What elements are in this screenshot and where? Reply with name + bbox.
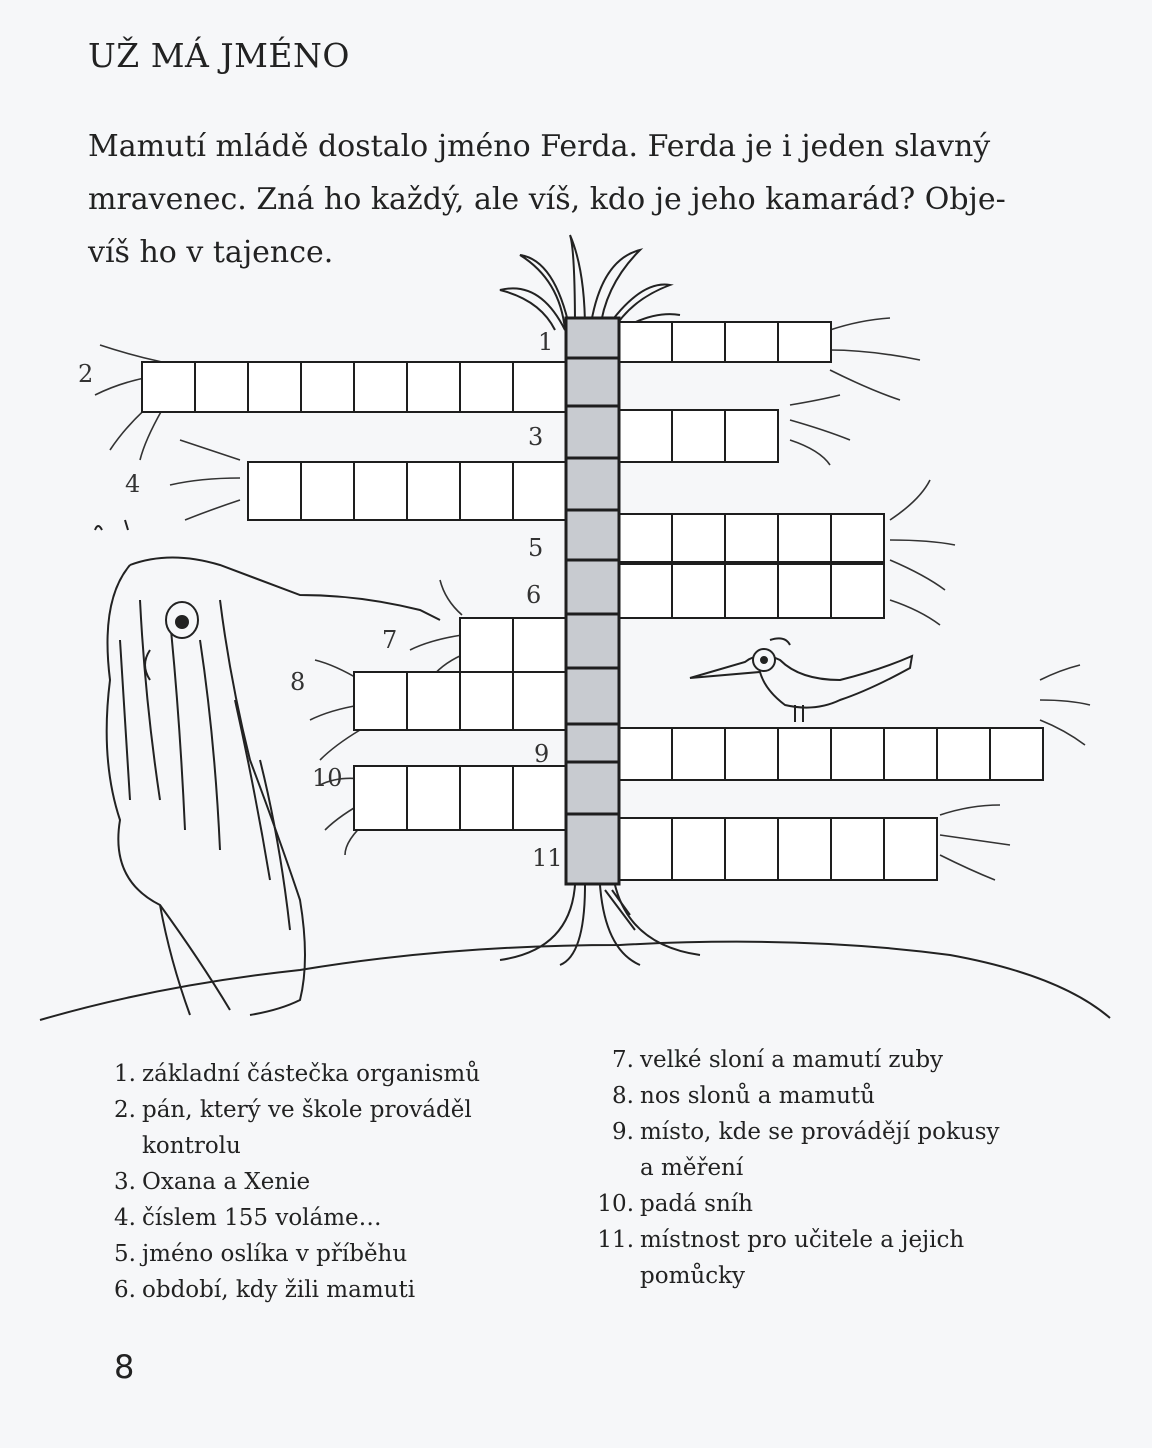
crossword-cell[interactable] <box>778 728 831 780</box>
row-number: 7 <box>382 626 398 654</box>
clue-number: 4. <box>114 1205 136 1231</box>
intro-line: víš ho v tajence. <box>88 235 334 270</box>
crossword-cell[interactable] <box>831 514 884 562</box>
clue-number: 11. <box>597 1227 634 1253</box>
clue-item <box>596 1186 1016 1222</box>
clue-number: 10. <box>597 1191 634 1217</box>
row-number: 4 <box>125 470 141 498</box>
clue-number: 7. <box>612 1047 634 1073</box>
crossword-cell[interactable] <box>725 564 778 618</box>
clue-item <box>98 1056 518 1092</box>
crossword-cell[interactable] <box>301 462 354 520</box>
clue-item <box>98 1092 518 1164</box>
page-title: UŽ MÁ JMÉNO <box>88 36 350 75</box>
crossword-cell[interactable] <box>778 514 831 562</box>
clue-text: číslem 155 voláme… <box>142 1205 382 1231</box>
clue-text: místnost pro učitele a jejich pomůcky <box>640 1227 965 1289</box>
ground-illustration <box>40 942 1110 1020</box>
crossword-cell[interactable] <box>460 766 513 830</box>
clue-item <box>596 1222 1016 1294</box>
crossword-cell[interactable] <box>513 462 566 520</box>
row-number: 9 <box>534 740 550 768</box>
clue-text: Oxana a Xenie <box>142 1169 311 1195</box>
crossword-cell[interactable] <box>725 818 778 880</box>
crossword-cell[interactable] <box>831 728 884 780</box>
crossword-cell[interactable] <box>778 564 831 618</box>
clue-item <box>98 1236 518 1272</box>
crossword-cell[interactable] <box>460 618 513 674</box>
crossword-cell[interactable] <box>619 818 672 880</box>
clue-text: padá sníh <box>640 1191 753 1217</box>
clue-item <box>98 1272 518 1308</box>
clue-number: 9. <box>612 1119 634 1145</box>
crossword-cell[interactable] <box>460 362 513 412</box>
crossword-cell[interactable] <box>672 564 725 618</box>
crossword-cell[interactable] <box>513 672 566 730</box>
clue-item <box>596 1114 1016 1186</box>
clue-text: velké sloní a mamutí zuby <box>640 1047 944 1073</box>
bird-illustration <box>690 638 912 722</box>
crossword-cell[interactable] <box>937 728 990 780</box>
clue-item <box>596 1042 1016 1078</box>
clue-number: 8. <box>612 1083 634 1109</box>
crossword-cell[interactable] <box>619 514 672 562</box>
crossword-cell[interactable] <box>513 618 566 674</box>
row-number: 11 <box>532 844 563 872</box>
crossword-cell[interactable] <box>619 728 672 780</box>
crossword-cell[interactable] <box>354 766 407 830</box>
intro-line: mravenec. Zná ho každý, ale víš, kdo je jeho kamarád? Obje- <box>88 182 1006 217</box>
secret-cell[interactable] <box>566 510 619 566</box>
crossword-cell[interactable] <box>248 362 301 412</box>
crossword-cell[interactable] <box>513 362 566 412</box>
clue-text: základní částečka organismů <box>142 1061 481 1087</box>
crossword-cell[interactable] <box>142 362 195 412</box>
crossword-cell[interactable] <box>725 514 778 562</box>
crossword-cell[interactable] <box>725 410 778 462</box>
crossword-cell[interactable] <box>778 818 831 880</box>
clue-number: 3. <box>114 1169 136 1195</box>
clue-item <box>98 1164 518 1200</box>
crossword-cell[interactable] <box>831 818 884 880</box>
crossword-cell[interactable] <box>725 322 778 362</box>
crossword-cell[interactable] <box>407 766 460 830</box>
crossword-cell[interactable] <box>248 462 301 520</box>
clue-item <box>98 1200 518 1236</box>
crossword-cell[interactable] <box>354 462 407 520</box>
clue-text: období, kdy žili mamuti <box>142 1277 416 1303</box>
crossword-cell[interactable] <box>407 672 460 730</box>
crossword-cell[interactable] <box>460 672 513 730</box>
crossword-cell[interactable] <box>831 564 884 618</box>
crossword-cell[interactable] <box>301 362 354 412</box>
crossword-cell[interactable] <box>619 410 672 462</box>
secret-cell[interactable] <box>566 814 619 884</box>
clue-text: jméno oslíka v příběhu <box>142 1241 408 1267</box>
row-number: 5 <box>528 534 544 562</box>
clue-text: nos slonů a mamutů <box>640 1083 875 1109</box>
clue-number: 2. <box>114 1097 136 1123</box>
row-number: 10 <box>312 764 343 792</box>
tree-roots-illustration <box>500 885 700 965</box>
clue-number: 1. <box>114 1061 136 1087</box>
crossword-cell[interactable] <box>672 410 725 462</box>
crossword-cell[interactable] <box>725 728 778 780</box>
crossword-cell[interactable] <box>672 818 725 880</box>
crossword-cell[interactable] <box>407 462 460 520</box>
row-number: 2 <box>78 360 94 388</box>
clues-right <box>596 1042 1016 1294</box>
crossword-cell[interactable] <box>354 672 407 730</box>
clue-number: 5. <box>114 1241 136 1267</box>
crossword-cell[interactable] <box>672 322 725 362</box>
clue-item <box>596 1078 1016 1114</box>
crossword-cell[interactable] <box>513 766 566 830</box>
intro-line: Mamutí mládě dostalo jméno Ferda. Ferda je i jeden slavný <box>88 129 991 164</box>
crossword-cell[interactable] <box>619 322 672 362</box>
crossword-cell[interactable] <box>672 514 725 562</box>
row-number: 6 <box>526 581 542 609</box>
crossword-cell[interactable] <box>884 728 937 780</box>
crossword-cell[interactable] <box>407 362 460 412</box>
row-number: 8 <box>290 668 306 696</box>
crossword-cell[interactable] <box>460 462 513 520</box>
crossword-cell[interactable] <box>884 818 937 880</box>
crossword-cell[interactable] <box>990 728 1043 780</box>
row-number: 1 <box>538 328 554 356</box>
crossword-cell[interactable] <box>354 362 407 412</box>
page-number: 8 <box>114 1348 135 1386</box>
crossword-cell[interactable] <box>195 362 248 412</box>
crossword-cell[interactable] <box>619 564 672 618</box>
crossword-cell[interactable] <box>778 322 831 362</box>
clue-text: místo, kde se provádějí pokusy a měření <box>640 1119 1000 1181</box>
clue-text: pán, který ve škole prováděl kontrolu <box>142 1097 472 1159</box>
clues-left <box>98 1056 518 1308</box>
row-number: 3 <box>528 423 544 451</box>
secret-column <box>566 318 619 884</box>
clue-number: 6. <box>114 1277 136 1303</box>
crossword-cell[interactable] <box>672 728 725 780</box>
